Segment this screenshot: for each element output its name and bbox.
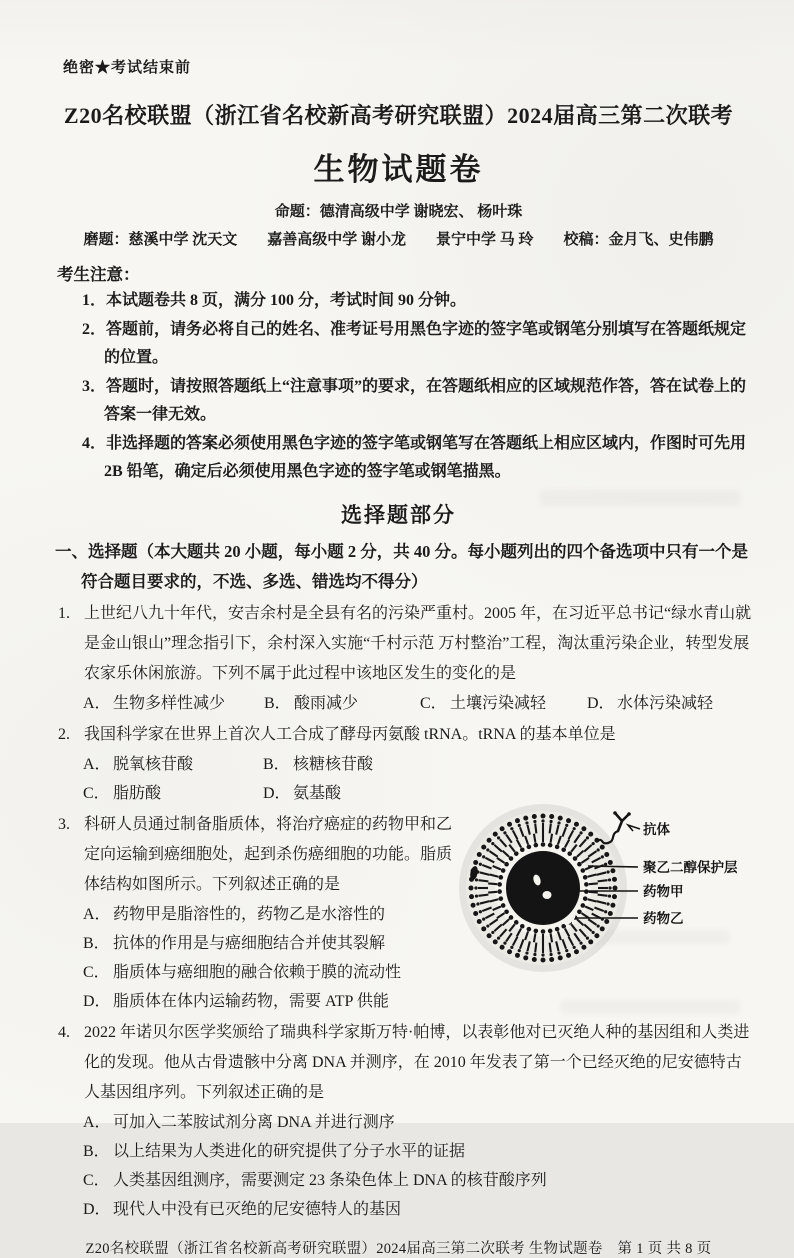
question-1-number: 1. [58,604,70,622]
question-3 [45,810,752,1016]
figure-label-peg: 聚乙二醇保护层 [643,859,738,875]
question-4-number: 4. [58,1023,70,1041]
question-2-option-c [83,779,263,808]
liposome-figure [450,800,760,986]
question-4 [45,1018,752,1224]
notice-item-4: 4．非选择题的答案必须使用黑色字迹的签字笔或钢笔写在答题纸上相应区域内，作图时可先用 2B 铅笔，确定后必须使用黑色字迹的签字笔或钢笔描黑。 [82,434,747,480]
question-3-option-b [83,929,463,958]
option-text: 抗体的作用是与癌细胞结合并使其裂解 [113,934,386,952]
option-label: B． [264,694,291,712]
credit-reviewers: 磨题：慈溪中学 沈天文 嘉善高级中学 谢小龙 景宁中学 马 玲 校稿：金月飞、史伟鹏 [83,232,714,248]
section-heading: 选择题部分 [341,502,456,527]
option-label: D． [83,992,111,1010]
option-text: 水体污染减轻 [617,694,714,712]
question-4-stem-text: 2022 年诺贝尔医学奖颁给了瑞典科学家斯万特·帕博，以表彰他对已灭绝人种的基因组和人类进化的发现。他从古骨遗骸中分离 DNA 并测序，在 2010 年发表了第一个已经灭绝的尼安德特古人基因组序列。下列叙述正确的是 [84,1023,750,1101]
option-label: D． [263,784,291,802]
question-2-number: 2. [58,725,70,743]
option-text: 脂质体在体内运输药物，需要 ATP 供能 [113,992,389,1010]
option-label: C． [83,963,110,981]
question-2-stem-text: 我国科学家在世界上首次人工合成了酵母丙氨酸 tRNA。tRNA 的基本单位是 [84,725,616,743]
question-4-stem [58,1018,752,1108]
figure-label-drug-a: 药物甲 [643,883,684,899]
question-4-option-d [83,1195,752,1224]
option-label: A． [83,905,111,923]
credit-proposers: 命题：德清高级中学 谢晓宏、 杨叶珠 [274,204,523,220]
option-text: 氨基酸 [293,784,342,802]
question-3-options [83,900,463,1016]
figure-label-antibody: 抗体 [643,821,670,837]
liposome-core [506,851,580,925]
question-3-text-column [45,810,463,1016]
page-footer: Z20名校联盟（浙江省名校新高考研究联盟）2024届高三第二次联考 生物试题卷 第 1 页 共 8 页 [85,1240,712,1257]
candidate-notice [45,261,752,487]
option-text: 可加入二苯胺试剂分离 DNA 并进行测序 [113,1113,395,1131]
option-label: C． [83,784,110,802]
option-label: A． [83,755,111,773]
notice-item-1: 1．本试题卷共 8 页，满分 100 分，考试时间 90 分钟。 [82,292,467,309]
question-1-stem-text: 上世纪八九十年代，安吉余村是全县有名的污染严重村。2005 年，在习近平总书记“绿水青山就是金山银山”理念指引下，余村深入实施“千村示范 万村整治”工程，淘汰重污染企业，转型发展农家乐休闲旅游。下列不属于此过程中该地区发生的变化的是 [84,604,752,682]
option-text: 药物甲是脂溶性的，药物乙是水溶性的 [113,905,386,923]
option-text: 生物多样性减少 [113,694,226,712]
question-1 [45,599,752,718]
option-text: 人类基因组测序，需要测定 23 条染色体上 DNA 的核苷酸序列 [113,1171,547,1189]
question-3-option-c [83,958,463,987]
notice-item-3: 3．答题时，请按照答题纸上“注意事项”的要求，在答题纸相应的区域规范作答，答在试卷上的答案一律无效。 [82,377,747,423]
antibody-tip [613,811,617,815]
notice-item-2: 2．答题前，请务必将自己的姓名、准考证号用黑色字迹的签字笔或钢笔分别填写在答题纸规定的位置。 [82,320,747,366]
question-2-option-b [263,750,752,779]
question-1-option-a [83,689,264,718]
question-3-option-a [83,900,463,929]
subject-title: 生物试题卷 [313,152,484,187]
option-text: 核糖核苷酸 [293,755,374,773]
question-1-option-d [587,689,713,718]
option-label: D． [587,694,615,712]
question-4-option-a [83,1108,752,1137]
question-2 [45,720,752,808]
liposome-diagram-icon [450,800,760,986]
question-4-options [83,1108,752,1224]
option-label: C． [83,1171,110,1189]
option-label: D． [83,1200,111,1218]
drug-a-dot [543,891,552,899]
question-4-option-c [83,1166,752,1195]
question-3-number: 3. [58,815,70,833]
option-text: 以上结果为人类进化的研究提供了分子水平的证据 [113,1142,466,1160]
option-text: 土壤污染减轻 [450,694,547,712]
option-label: B． [83,934,110,952]
option-label: B． [83,1142,110,1160]
question-1-options [83,689,752,718]
question-1-option-b [264,689,420,718]
scan-artifact [540,490,740,506]
notice-heading: 考生注意： [57,265,140,284]
option-label: B． [263,755,290,773]
antibody-pointer-line [628,825,640,831]
secrecy-notice: 绝密★考试结束前 [63,60,192,76]
option-label: A． [83,694,111,712]
peg-pointer-line [588,866,638,867]
option-text: 脱氧核苷酸 [113,755,194,773]
section-intro: 一、选择题（本大题共 20 小题，每小题 2 分，共 40 分。每小题列出的四个备选项中只有一个是符合题目要求的，不选、多选、错选均不得分） [55,541,748,591]
question-1-stem [58,599,752,689]
option-text: 脂肪酸 [113,784,162,802]
question-1-option-c [420,689,587,718]
exam-title: Z20名校联盟（浙江省名校新高考研究联盟）2024届高三第二次联考 [63,103,734,128]
question-3-stem [58,810,463,900]
question-3-option-d [83,987,463,1016]
option-label: C． [420,694,447,712]
question-2-stem [58,720,752,750]
question-4-option-b [83,1137,752,1166]
figure-label-drug-b: 药物乙 [643,910,684,926]
option-text: 现代人中没有已灭绝的尼安德特人的基因 [113,1200,402,1218]
question-2-option-a [83,750,263,779]
option-text: 酸雨减少 [294,694,359,712]
antibody-tip [627,812,631,816]
antibody-icon [615,813,629,831]
option-text: 脂质体与癌细胞的融合依赖于膜的流动性 [113,963,402,981]
option-label: A． [83,1113,111,1131]
question-3-stem-text: 科研人员通过制备脂质体，将治疗癌症的药物甲和乙定向运输到癌细胞处，起到杀伤癌细胞的功能。脂质体结构如图所示。下列叙述正确的是 [84,815,453,893]
